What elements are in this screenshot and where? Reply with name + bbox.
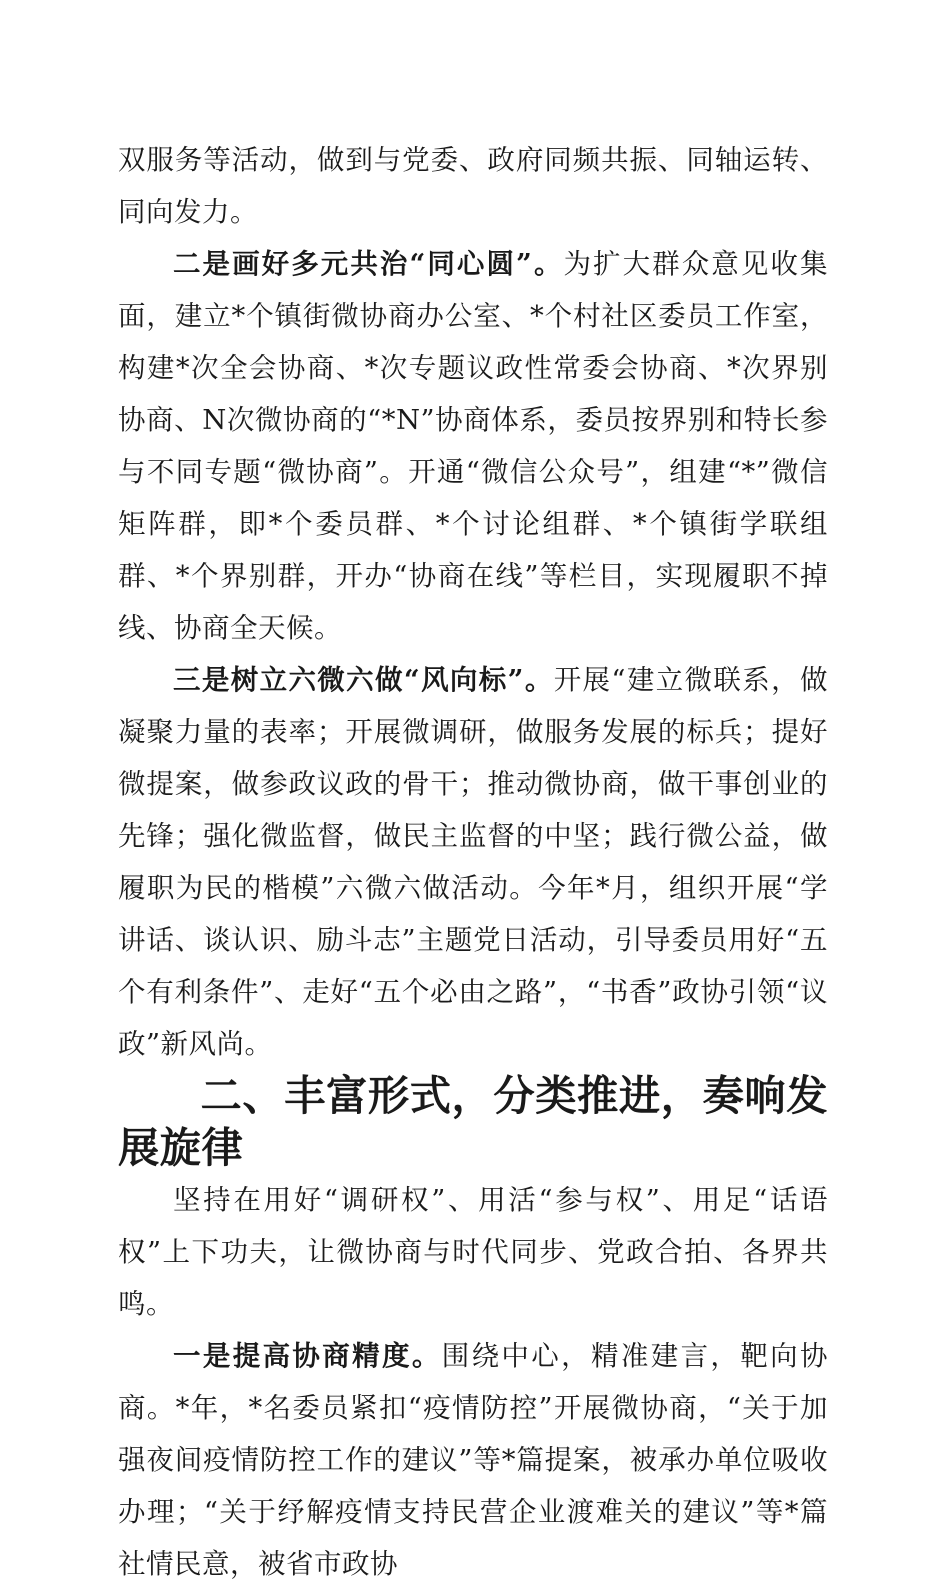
paragraph-lead: 三是树立六微六做“风向标”。 xyxy=(173,664,554,696)
paragraph-text: 为扩大群众意见收集面，建立*个镇街微协商办公室、*个村社区委员工作室，构建*次全会协商、*次专题议政性常委会协商、*次界别协商、N次微协商的“*N”协商体系，委员按界别和特长参与不同专题“微协商”。开通“微信公众号”，组建“*”微信矩阵群，即*个委员群、*个讨论组群、*个镇街学联组群、*个界别群，开办“协商在线”等栏目，实现履职不掉线、协商全天候。 xyxy=(118,248,828,644)
paragraph-lead: 二是画好多元共治“同心圆”。 xyxy=(173,248,564,280)
paragraph-text: 开展“建立微联系，做凝聚力量的表率；开展微调研，做服务发展的标兵；提好微提案，做参政议政的骨干；推动微协商，做干事创业的先锋；强化微监督，做民主监督的中坚；践行微公益，做履职为民的楷模”六微六做活动。今年*月，组织开展“学讲话、谈认识、励斗志”主题党日活动，引导委员用好“五个有利条件”、走好“五个必由之路”，“书香”政协引领“议政”新风尚。 xyxy=(118,664,828,1060)
paragraph-text: 双服务等活动，做到与党委、政府同频共振、同轴运转、同向发力。 xyxy=(118,144,828,228)
section-heading: 二、丰富形式，分类推进，奏响发展旋律 xyxy=(118,1072,828,1172)
document-body xyxy=(118,134,828,1590)
paragraph-point-three xyxy=(118,654,828,1070)
paragraph-point-two xyxy=(118,238,828,654)
paragraph-section-intro xyxy=(118,1174,828,1330)
paragraph-text: 围绕中心，精准建言，靶向协商。*年，*名委员紧扣“疫情防控”开展微协商，“关于加强夜间疫情防控工作的建议”等*篇提案，被承办单位吸收办理；“关于纾解疫情支持民营企业渡难关的建议”等*篇社情民意，被省市政协 xyxy=(118,1340,829,1580)
paragraph-point-one xyxy=(118,1330,828,1590)
paragraph-lead: 一是提高协商精度。 xyxy=(173,1340,442,1372)
paragraph-text: 坚持在用好“调研权”、用活“参与权”、用足“话语权”上下功夫，让微协商与时代同步、党政合拍、各界共鸣。 xyxy=(118,1184,828,1320)
paragraph-continuation xyxy=(118,134,828,238)
